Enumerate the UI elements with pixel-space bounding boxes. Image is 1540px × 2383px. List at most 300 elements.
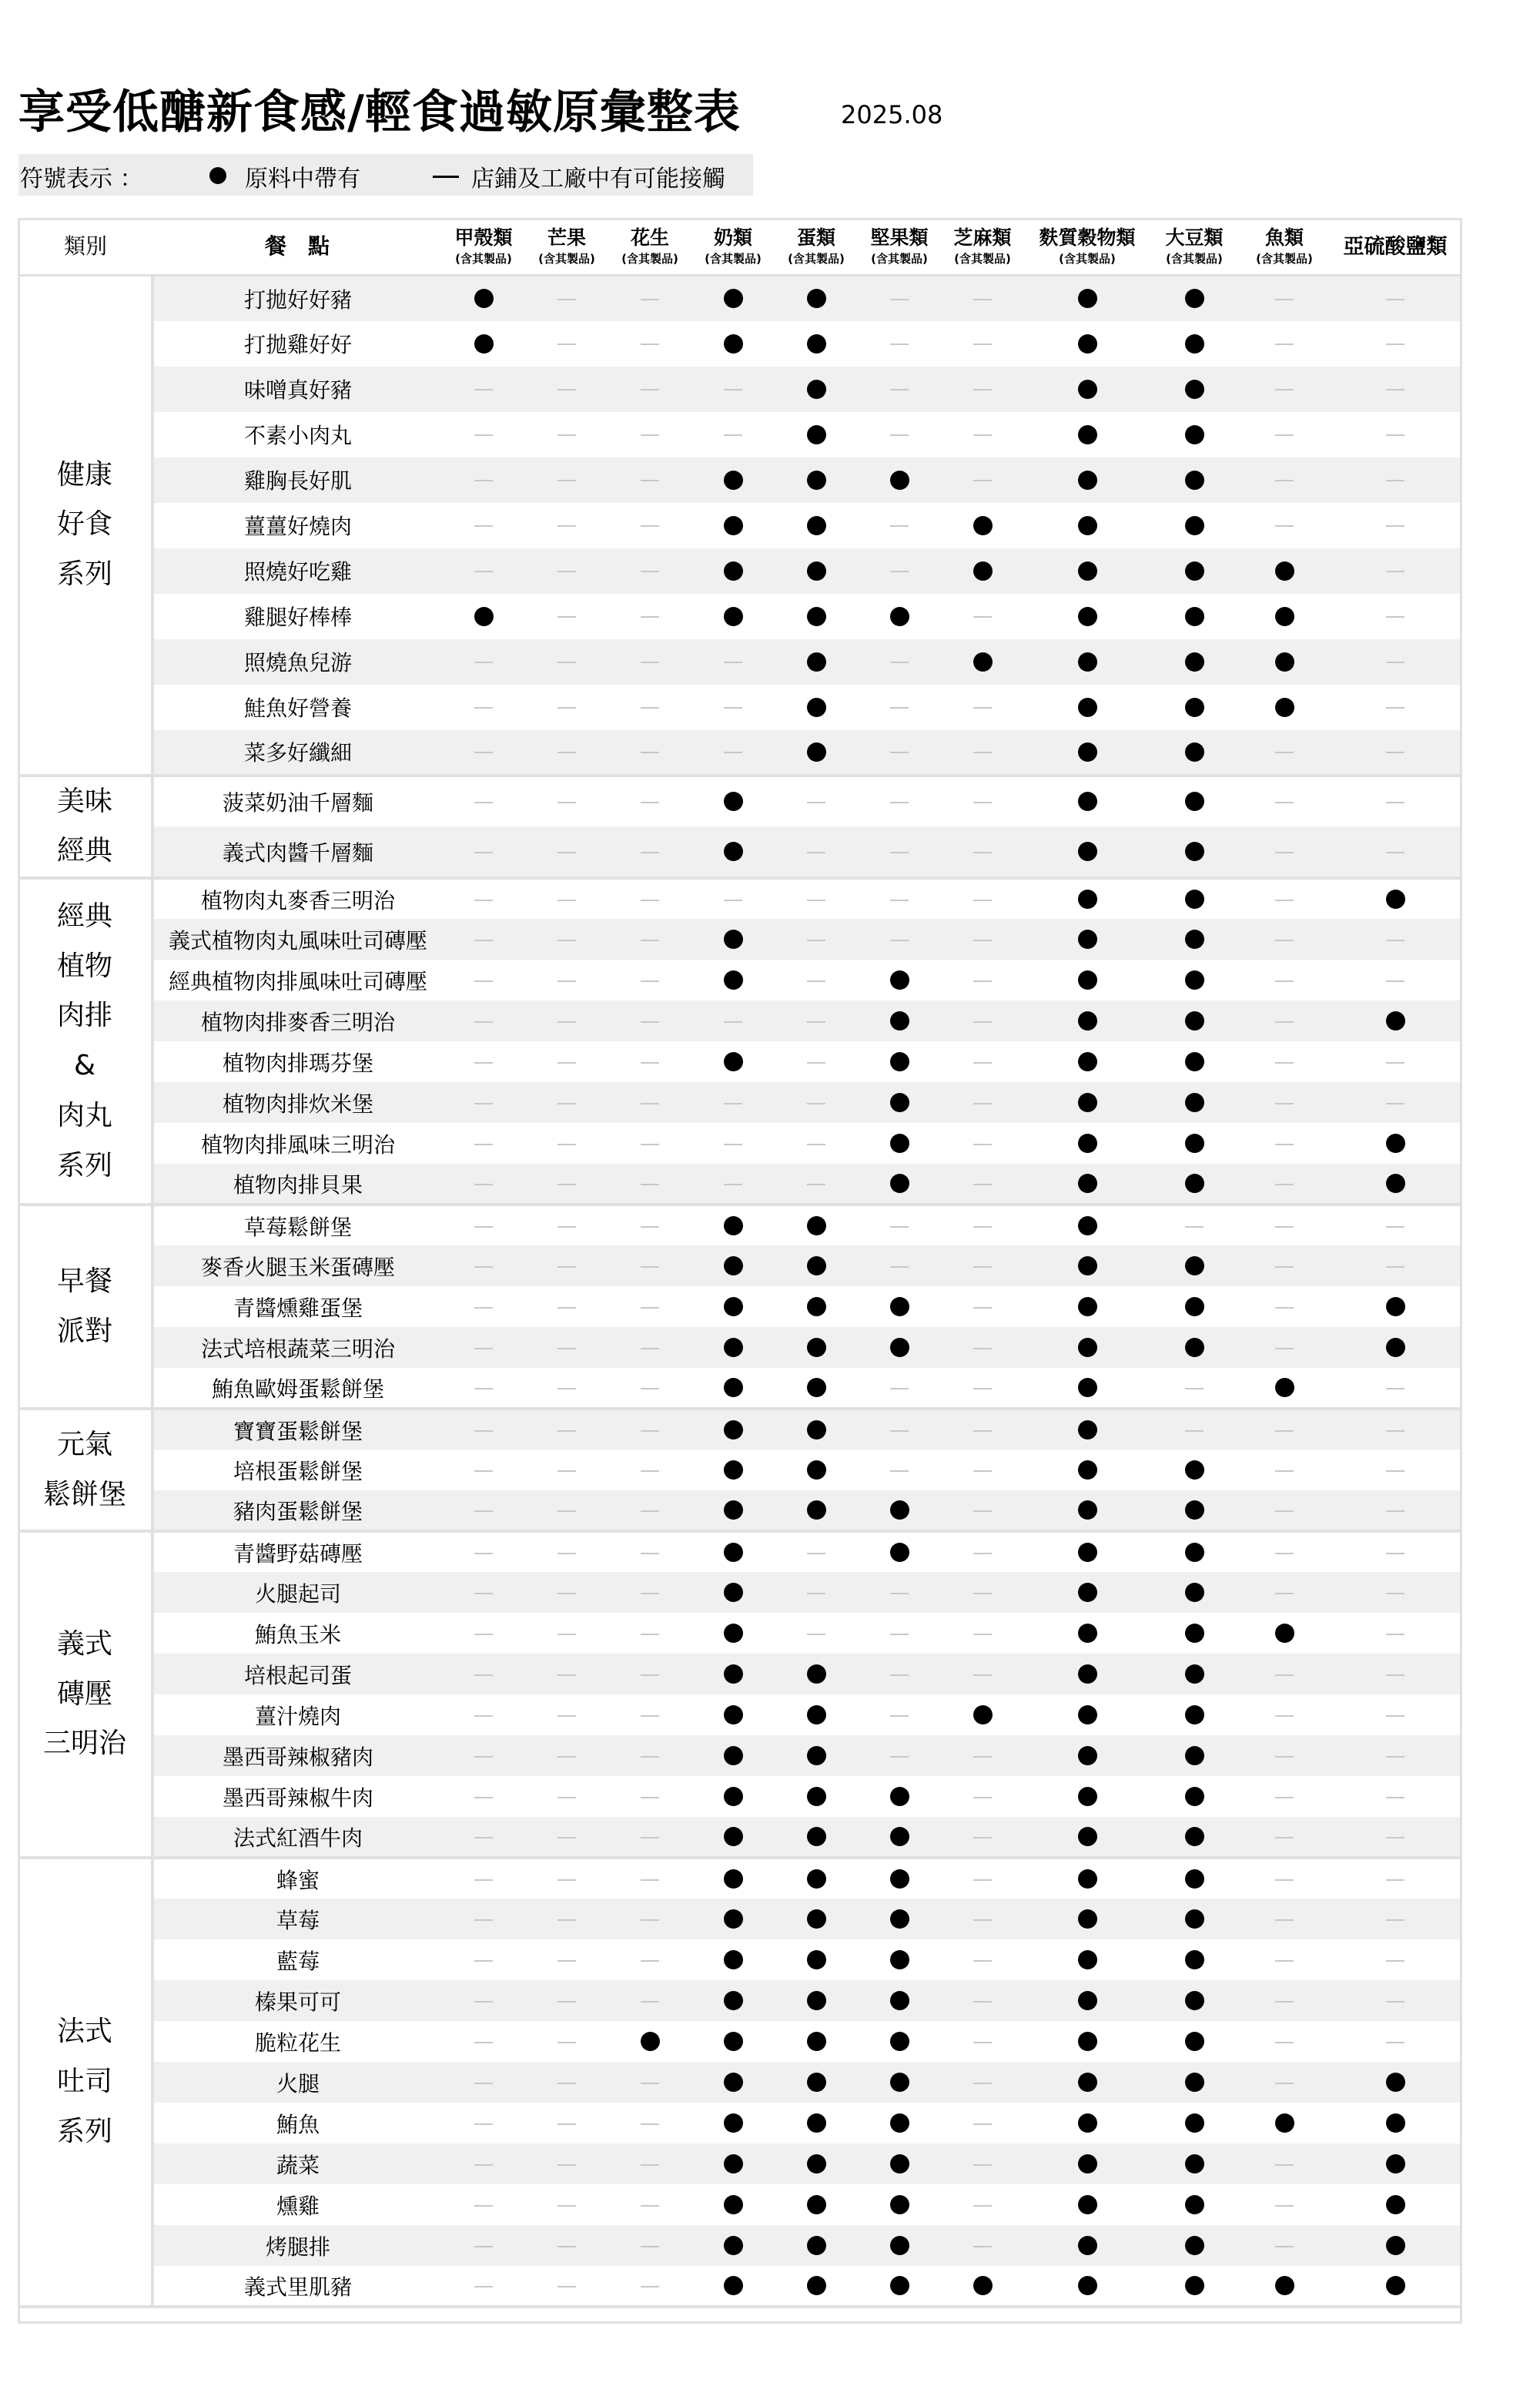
dash-icon xyxy=(1275,900,1294,901)
filled-dot-icon xyxy=(1078,1338,1097,1357)
category-cell xyxy=(18,1858,152,2307)
filled-dot-icon xyxy=(890,607,909,626)
meal-name: 鮪魚玉米 xyxy=(254,1621,341,1647)
allergen-cell xyxy=(1024,457,1150,503)
dash-icon xyxy=(557,2123,576,2125)
allergen-cell xyxy=(691,1245,775,1286)
filled-dot-icon xyxy=(890,1297,909,1316)
filled-dot-icon xyxy=(724,2154,743,2174)
allergen-cell xyxy=(775,878,858,919)
dash-icon xyxy=(973,1837,992,1838)
filled-dot-icon xyxy=(1078,2073,1097,2092)
allergen-cell xyxy=(941,960,1024,1000)
dash-icon xyxy=(1386,802,1404,803)
allergen-cell xyxy=(941,1041,1024,1082)
allergen-cell xyxy=(608,878,691,919)
meal-name: 火腿 xyxy=(152,2062,442,2103)
dash-icon xyxy=(1275,1510,1294,1512)
allergen-cell xyxy=(1331,1000,1460,1041)
allergen-cell xyxy=(442,1450,525,1490)
dash-icon xyxy=(890,1226,909,1228)
filled-dot-icon xyxy=(1078,1624,1097,1643)
dash-icon xyxy=(1386,1470,1404,1472)
filled-dot-icon xyxy=(1185,289,1204,308)
allergen-cell xyxy=(1238,2062,1331,2103)
allergen-cell xyxy=(1238,685,1331,730)
dash-icon xyxy=(641,1430,659,1432)
dash-icon xyxy=(1386,752,1404,753)
allergen-cell xyxy=(525,594,608,639)
table-row xyxy=(18,2062,1460,2103)
allergen-cell xyxy=(1331,1817,1460,1858)
dash-icon xyxy=(890,1388,909,1389)
dash-icon xyxy=(557,389,576,390)
allergen-cell xyxy=(1238,826,1331,878)
filled-dot-icon xyxy=(209,167,226,184)
filled-dot-icon xyxy=(1185,1011,1204,1031)
dash-icon xyxy=(557,940,576,941)
filled-dot-icon xyxy=(1185,970,1204,990)
allergen-cell xyxy=(775,1082,858,1123)
allergen-cell xyxy=(941,1939,1024,1980)
filled-dot-icon xyxy=(1185,742,1204,762)
allergen-cell xyxy=(1238,1205,1331,1245)
filled-dot-icon xyxy=(890,1869,909,1889)
allergen-name: 魚類 xyxy=(1264,226,1304,249)
allergen-cell xyxy=(1150,730,1238,776)
dash-icon xyxy=(1386,707,1404,709)
filled-dot-icon xyxy=(1078,1297,1097,1316)
allergen-cell xyxy=(858,919,941,960)
dash-icon xyxy=(557,1593,576,1594)
allergen-cell xyxy=(1150,1735,1238,1776)
allergen-cell xyxy=(775,1164,858,1205)
dash-icon xyxy=(641,852,659,853)
allergen-cell xyxy=(1238,919,1331,960)
allergen-cell xyxy=(1024,1327,1150,1368)
meal-name: 雞腿好棒棒 xyxy=(243,605,352,630)
table-header-row xyxy=(18,219,1460,276)
filled-dot-icon xyxy=(1386,890,1405,909)
allergen-cell xyxy=(608,276,691,321)
allergen-cell xyxy=(1238,2266,1331,2307)
filled-dot-icon xyxy=(724,1216,743,1235)
allergen-cell xyxy=(691,1041,775,1082)
dash-icon xyxy=(890,1715,909,1717)
allergen-cell xyxy=(775,1776,858,1817)
table-row xyxy=(18,1899,1460,1939)
allergen-cell xyxy=(775,1245,858,1286)
dash-icon xyxy=(973,940,992,941)
meal-name: 植物肉丸麥香三明治 xyxy=(200,887,395,913)
filled-dot-icon xyxy=(1078,698,1097,717)
meal-name: 青醬野菇磚壓 xyxy=(233,1540,363,1567)
allergen-cell xyxy=(1238,367,1331,412)
dash-icon xyxy=(1386,616,1404,618)
allergen-cell xyxy=(858,2184,941,2225)
dash-icon xyxy=(973,1103,992,1104)
allergen-cell xyxy=(941,2225,1024,2266)
allergen-cell xyxy=(442,2184,525,2225)
allergen-cell xyxy=(1238,1327,1331,1368)
allergen-cell xyxy=(608,1939,691,1980)
dash-icon xyxy=(1275,1021,1294,1023)
filled-dot-icon xyxy=(1185,1460,1204,1480)
allergen-cell xyxy=(442,1694,525,1735)
allergen-cell xyxy=(608,1327,691,1368)
dash-icon xyxy=(1386,1674,1404,1676)
allergen-cell xyxy=(1238,2021,1331,2062)
dash-icon xyxy=(1185,1226,1204,1228)
filled-dot-icon xyxy=(724,842,743,861)
allergen-cell xyxy=(608,1041,691,1082)
meal-name: 雞胸長好肌 xyxy=(152,457,442,503)
allergen-cell xyxy=(858,1899,941,1939)
dash-icon xyxy=(557,1144,576,1145)
dash-icon xyxy=(724,1021,742,1023)
filled-dot-icon xyxy=(973,652,993,672)
allergen-cell xyxy=(525,1939,608,1980)
dash-icon xyxy=(474,2246,493,2247)
allergen-cell xyxy=(1331,503,1460,548)
allergen-cell xyxy=(442,1490,525,1531)
filled-dot-icon xyxy=(807,1664,826,1684)
allergen-cell xyxy=(1150,878,1238,919)
filled-dot-icon xyxy=(724,1705,743,1724)
allergen-cell xyxy=(1024,1409,1150,1450)
category-label-line: 經典 xyxy=(56,900,112,932)
dash-icon xyxy=(973,1388,992,1389)
dash-icon xyxy=(557,299,576,300)
allergen-name: 芝麻類 xyxy=(953,226,1012,249)
filled-dot-icon xyxy=(1078,380,1097,399)
table-row xyxy=(18,1082,1460,1123)
allergen-header xyxy=(1024,219,1150,276)
allergen-cell xyxy=(691,548,775,594)
filled-dot-icon xyxy=(724,516,743,535)
filled-dot-icon xyxy=(807,1746,826,1765)
table-row xyxy=(18,1409,1460,1450)
allergen-cell xyxy=(691,1164,775,1205)
table-row xyxy=(18,548,1460,594)
dash-icon xyxy=(1275,2042,1294,2043)
dash-icon xyxy=(641,1960,659,1962)
allergen-cell xyxy=(1024,2103,1150,2143)
meal-name: 薑薑好燒肉 xyxy=(243,514,352,539)
allergen-header xyxy=(525,219,608,276)
table-row xyxy=(18,1613,1460,1654)
allergen-cell xyxy=(858,2021,941,2062)
dash-icon xyxy=(973,2164,992,2166)
allergen-cell xyxy=(1238,2184,1331,2225)
dash-icon xyxy=(1386,2001,1404,2003)
allergen-cell xyxy=(1150,1245,1238,1286)
category-label-line: 義式 xyxy=(56,1627,112,1660)
filled-dot-icon xyxy=(807,1338,826,1357)
dash-icon xyxy=(474,525,493,527)
dash-icon xyxy=(724,1103,742,1104)
meal-name: 植物肉排瑪芬堡 xyxy=(222,1050,373,1076)
filled-dot-icon xyxy=(807,2032,826,2051)
filled-dot-icon xyxy=(724,1827,743,1846)
allergen-cell xyxy=(525,1776,608,1817)
meal-name: 義式植物肉丸風味吐司磚壓 xyxy=(152,919,442,960)
allergen-cell xyxy=(775,1899,858,1939)
allergen-cell xyxy=(1238,1776,1331,1817)
filled-dot-icon xyxy=(890,2032,909,2051)
allergen-cell xyxy=(525,1490,608,1531)
category-cell xyxy=(18,776,152,879)
allergen-cell xyxy=(775,1327,858,1368)
filled-dot-icon xyxy=(1078,1216,1097,1235)
dash-icon xyxy=(890,852,909,853)
allergen-cell xyxy=(941,878,1024,919)
dash-icon xyxy=(557,2042,576,2043)
allergen-cell xyxy=(1024,1531,1150,1572)
allergen-cell xyxy=(442,826,525,878)
dash-icon xyxy=(557,1021,576,1023)
allergen-cell xyxy=(608,1735,691,1776)
filled-dot-icon xyxy=(1078,2195,1097,2214)
allergen-cell xyxy=(608,1572,691,1613)
allergen-cell xyxy=(525,1817,608,1858)
allergen-cell xyxy=(691,1694,775,1735)
dash-icon xyxy=(807,1144,825,1145)
allergen-cell xyxy=(858,1817,941,1858)
allergen-cell xyxy=(858,685,941,730)
allergen-cell xyxy=(775,1980,858,2021)
allergen-cell xyxy=(442,1245,525,1286)
allergen-cell xyxy=(1331,2266,1460,2307)
allergen-cell xyxy=(1238,2103,1331,2143)
category-label-line: 磚壓 xyxy=(56,1677,112,1710)
allergen-cell xyxy=(525,1899,608,1939)
allergen-cell xyxy=(1331,1123,1460,1164)
allergen-cell xyxy=(1238,1572,1331,1613)
filled-dot-icon xyxy=(1185,516,1204,535)
allergen-cell xyxy=(775,1490,858,1531)
filled-dot-icon xyxy=(1185,1746,1204,1765)
filled-dot-icon xyxy=(724,334,743,354)
dash-icon xyxy=(557,2246,576,2247)
allergen-note: (含其製品) xyxy=(788,252,845,266)
dash-icon xyxy=(641,1307,659,1309)
table-row xyxy=(18,1245,1460,1286)
dash-icon xyxy=(641,1593,659,1594)
allergen-cell xyxy=(442,1000,525,1041)
allergen-cell xyxy=(691,1939,775,1980)
allergen-cell xyxy=(442,548,525,594)
allergen-cell xyxy=(1331,321,1460,367)
filled-dot-icon xyxy=(1185,1827,1204,1846)
dash-icon xyxy=(1386,299,1404,300)
dash-icon xyxy=(1275,802,1294,803)
filled-dot-icon xyxy=(807,1991,826,2010)
filled-dot-icon xyxy=(724,471,743,490)
allergen-cell xyxy=(1150,1858,1238,1899)
dash-icon xyxy=(557,1634,576,1635)
dash-icon xyxy=(973,1593,992,1594)
dash-icon xyxy=(1275,1593,1294,1594)
dash-icon xyxy=(557,480,576,481)
dash-icon xyxy=(474,1348,493,1349)
filled-dot-icon xyxy=(973,2276,993,2295)
table-row xyxy=(18,1858,1460,1899)
dash-icon xyxy=(474,1797,493,1798)
allergen-cell xyxy=(691,457,775,503)
allergen-cell xyxy=(1238,2225,1331,2266)
allergen-cell xyxy=(1331,1450,1460,1490)
legend-dash-text: 店鋪及工廠中有可能接觸 xyxy=(471,166,725,193)
dash-icon xyxy=(557,571,576,572)
allergen-name: 大豆類 xyxy=(1165,226,1224,249)
filled-dot-icon xyxy=(1185,2113,1204,2133)
meal-name: 墨西哥辣椒豬肉 xyxy=(152,1735,442,1776)
filled-dot-icon xyxy=(890,1093,909,1112)
meal-name: 鮪魚歐姆蛋鬆餅堡 xyxy=(152,1368,442,1409)
allergen-cell xyxy=(775,1817,858,1858)
category-label-line: 系列 xyxy=(56,2115,112,2147)
dash-icon xyxy=(890,571,909,572)
category-label-line: 吐司 xyxy=(56,2066,112,2098)
dash-icon xyxy=(1275,2164,1294,2166)
allergen-cell xyxy=(691,1409,775,1450)
table-row xyxy=(18,1817,1460,1858)
allergen-cell xyxy=(1150,1000,1238,1041)
filled-dot-icon xyxy=(1185,561,1204,581)
dash-icon xyxy=(557,2205,576,2207)
category-label-line: 肉排 xyxy=(56,1000,112,1032)
allergen-cell xyxy=(608,548,691,594)
allergen-cell xyxy=(442,1654,525,1694)
allergen-cell xyxy=(1331,1980,1460,2021)
allergen-cell xyxy=(525,2103,608,2143)
allergen-cell xyxy=(775,2021,858,2062)
dash-icon xyxy=(557,525,576,527)
dash-icon xyxy=(807,900,825,901)
filled-dot-icon xyxy=(1185,1093,1204,1112)
filled-dot-icon xyxy=(1185,1624,1204,1643)
dash-icon xyxy=(807,802,825,803)
allergen-cell xyxy=(1238,1368,1331,1409)
allergen-cell xyxy=(775,1205,858,1245)
dash-icon xyxy=(641,1553,659,1554)
dash-icon xyxy=(557,802,576,803)
allergen-cell xyxy=(941,1980,1024,2021)
dash-icon xyxy=(724,1144,742,1145)
allergen-cell xyxy=(1331,1490,1460,1531)
dash-icon xyxy=(641,802,659,803)
filled-dot-icon xyxy=(807,1869,826,1889)
meal-name: 照燒好吃雞 xyxy=(152,548,442,594)
dash-icon xyxy=(1386,1634,1404,1635)
dash-icon xyxy=(973,1510,992,1512)
allergen-cell xyxy=(1331,276,1460,321)
filled-dot-icon xyxy=(1185,1869,1204,1889)
meal-name: 燻雞 xyxy=(276,2193,320,2219)
dash-icon xyxy=(973,852,992,853)
filled-dot-icon xyxy=(1185,842,1204,861)
filled-dot-icon xyxy=(1185,1297,1204,1316)
filled-dot-icon xyxy=(1078,1746,1097,1765)
allergen-cell xyxy=(1150,548,1238,594)
dash-icon xyxy=(890,525,909,527)
filled-dot-icon xyxy=(1078,2113,1097,2133)
dash-icon xyxy=(724,662,742,663)
allergen-cell xyxy=(1024,2021,1150,2062)
allergen-cell xyxy=(1331,2103,1460,2143)
allergen-cell xyxy=(525,776,608,827)
allergen-cell xyxy=(608,2225,691,2266)
meal-name: 經典植物肉排風味吐司磚壓 xyxy=(168,968,427,994)
dash-icon xyxy=(557,1715,576,1717)
filled-dot-icon xyxy=(1386,2154,1405,2174)
allergen-cell xyxy=(1150,412,1238,457)
allergen-cell xyxy=(941,1899,1024,1939)
allergen-cell xyxy=(1150,1980,1238,2021)
allergen-cell xyxy=(608,776,691,827)
allergen-cell xyxy=(442,1531,525,1572)
allergen-cell xyxy=(525,2225,608,2266)
allergen-cell xyxy=(1024,503,1150,548)
allergen-cell xyxy=(1150,919,1238,960)
category-label-line: 元氣 xyxy=(56,1428,112,1460)
allergen-cell xyxy=(608,1082,691,1123)
dash-icon xyxy=(1386,980,1404,982)
dash-icon xyxy=(641,662,659,663)
dash-icon xyxy=(1275,1103,1294,1104)
dash-icon xyxy=(474,1430,493,1432)
allergen-cell xyxy=(1150,826,1238,878)
allergen-cell xyxy=(1024,367,1150,412)
dash-icon xyxy=(474,980,493,982)
allergen-cell xyxy=(608,2103,691,2143)
filled-dot-icon xyxy=(1078,792,1097,811)
allergen-cell xyxy=(858,730,941,776)
allergen-cell xyxy=(691,1000,775,1041)
allergen-cell xyxy=(1238,594,1331,639)
allergen-cell xyxy=(1150,1613,1238,1654)
allergen-cell xyxy=(858,1164,941,1205)
allergen-cell xyxy=(775,412,858,457)
dash-icon xyxy=(1386,1510,1404,1512)
dash-icon xyxy=(474,1674,493,1676)
allergen-cell xyxy=(1331,1735,1460,1776)
allergen-cell xyxy=(775,1000,858,1041)
allergen-cell xyxy=(941,1000,1024,1041)
dash-icon xyxy=(1386,852,1404,853)
dash-icon xyxy=(641,1837,659,1838)
dash-icon xyxy=(973,389,992,390)
allergen-cell xyxy=(525,960,608,1000)
filled-dot-icon xyxy=(1078,1093,1097,1112)
filled-dot-icon xyxy=(1185,1991,1204,2010)
allergen-cell xyxy=(1238,1490,1331,1531)
filled-dot-icon xyxy=(1185,1787,1204,1806)
allergen-cell xyxy=(858,367,941,412)
dash-icon xyxy=(973,1553,992,1554)
dash-icon xyxy=(474,389,493,390)
table-row xyxy=(18,1041,1460,1082)
allergen-cell xyxy=(691,960,775,1000)
dash-icon xyxy=(641,1797,659,1798)
category-cell xyxy=(18,1531,152,1858)
allergen-cell xyxy=(608,503,691,548)
dash-icon xyxy=(1275,2001,1294,2003)
dash-icon xyxy=(641,1919,659,1921)
meal-name: 義式里肌豬 xyxy=(152,2266,442,2307)
filled-dot-icon xyxy=(1078,1950,1097,1969)
